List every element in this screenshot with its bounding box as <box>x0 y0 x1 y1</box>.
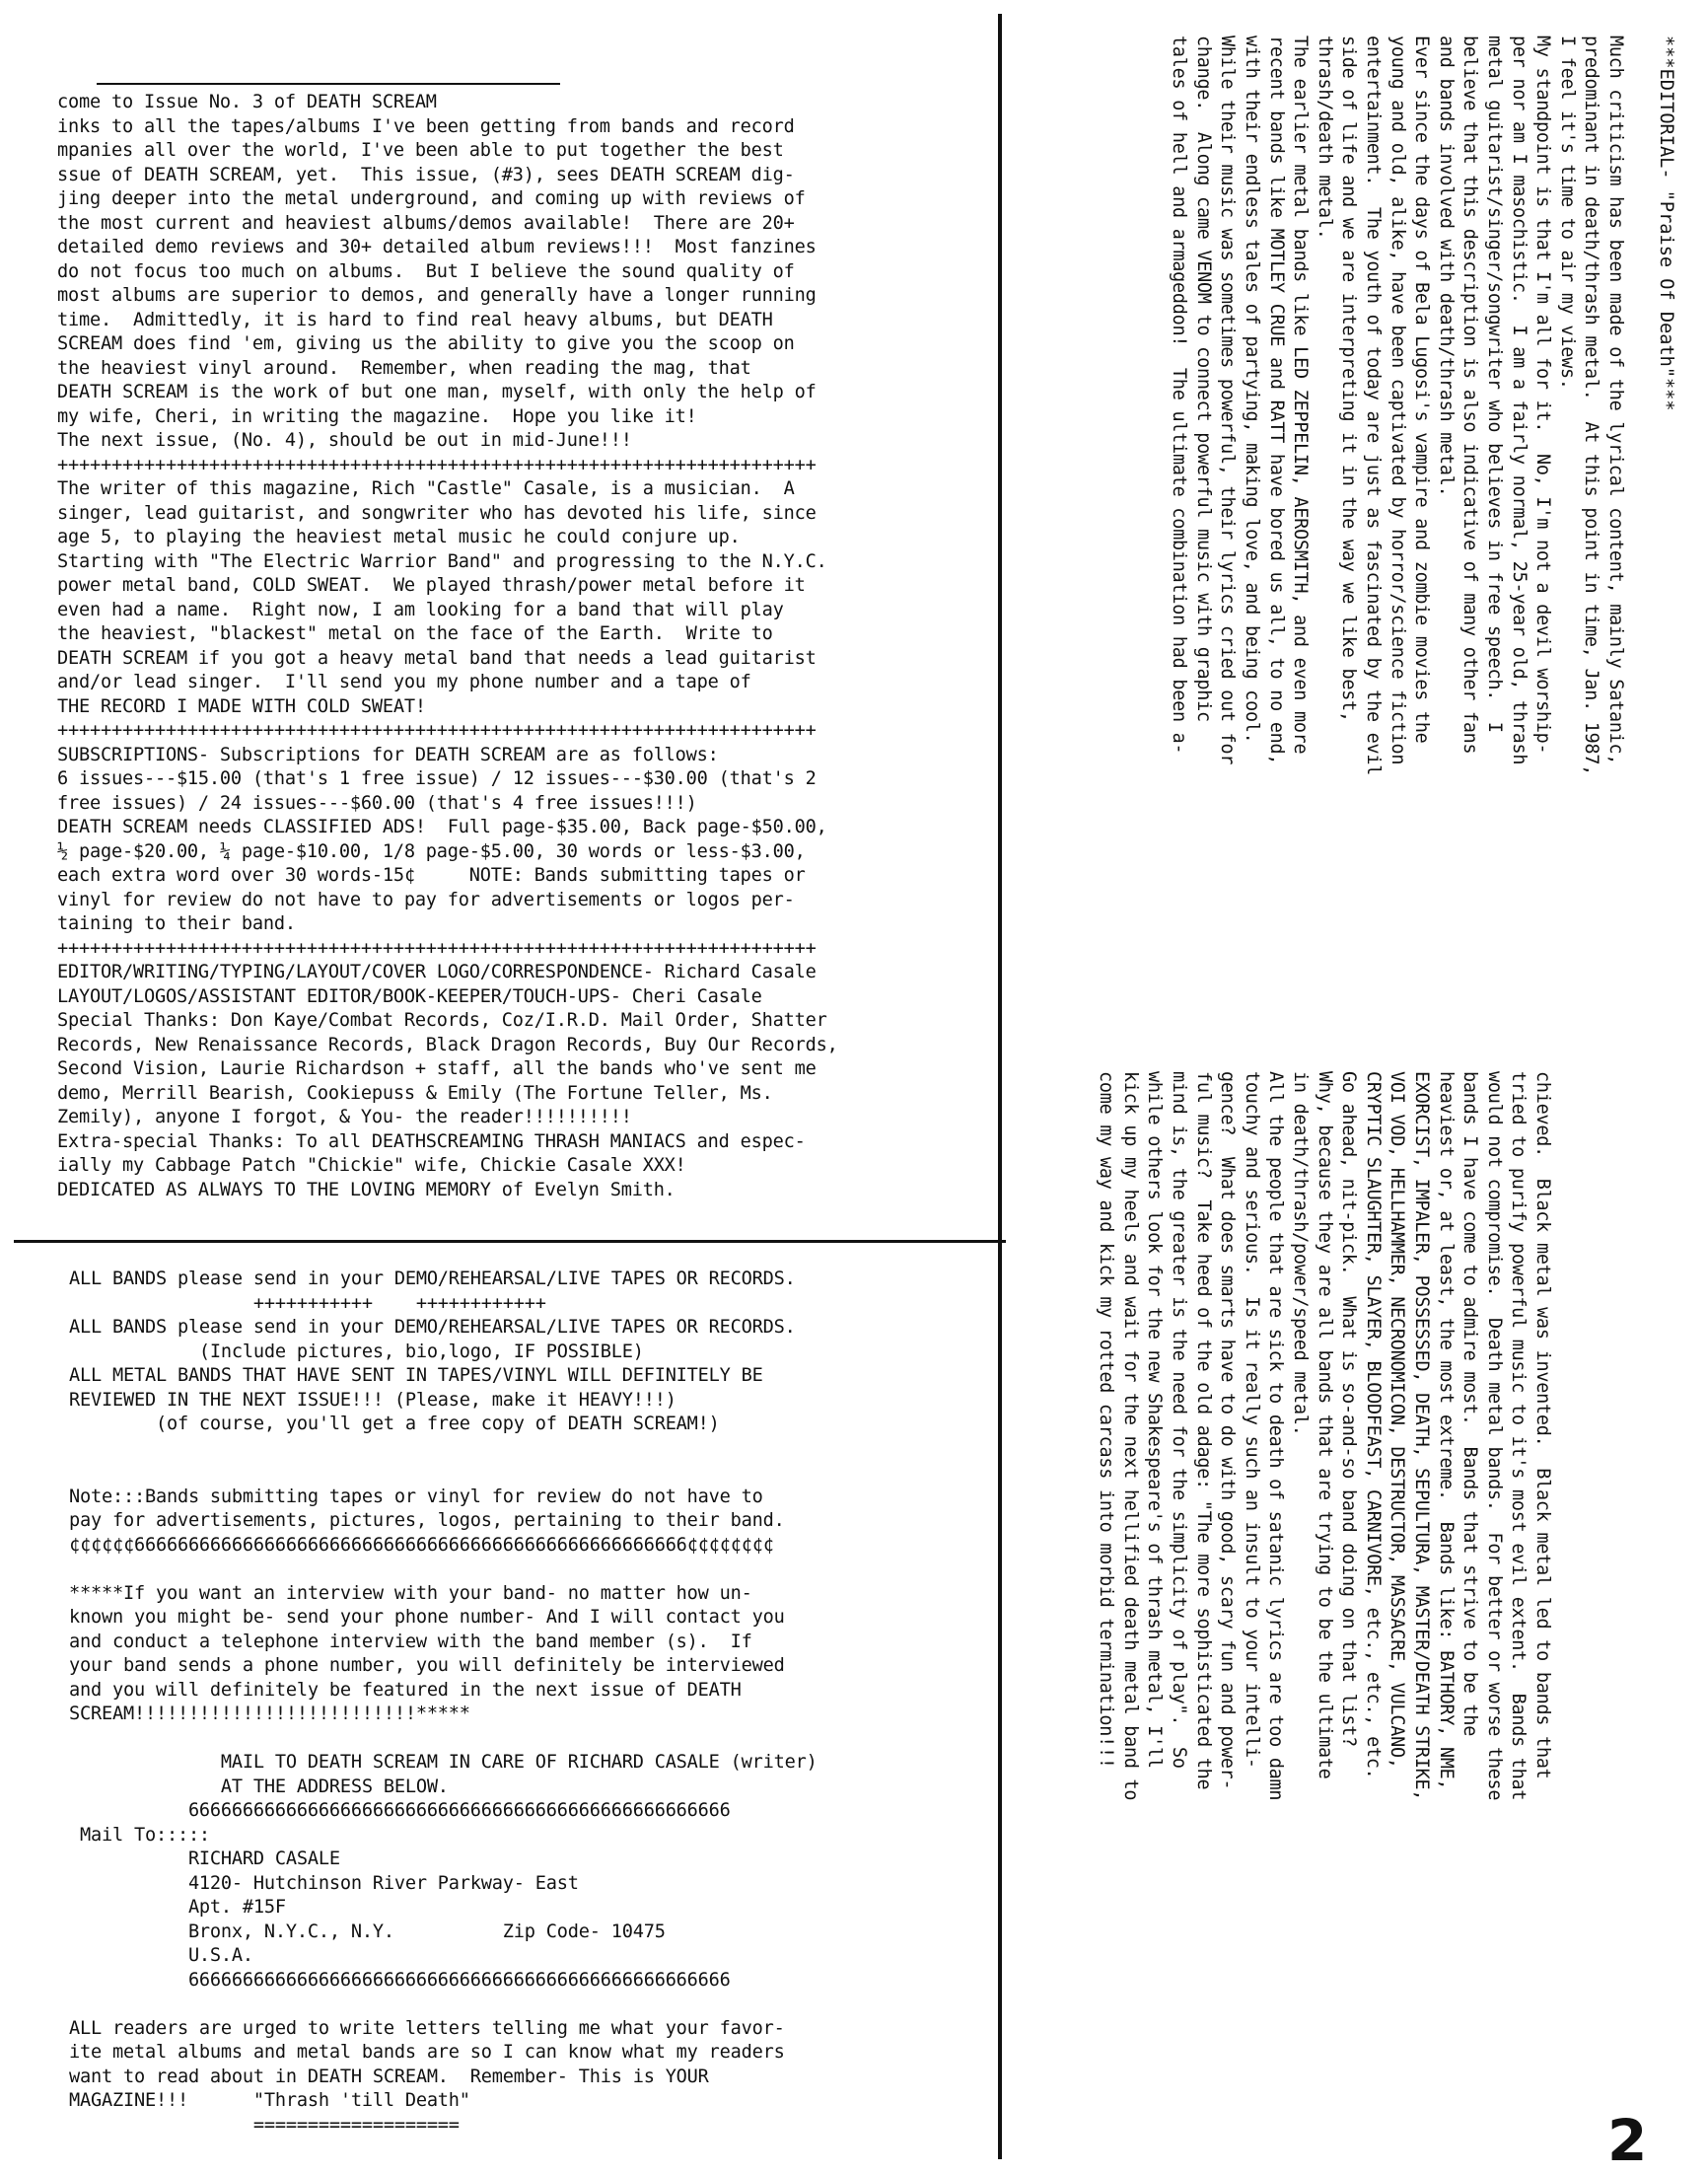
section-divider <box>14 1240 1006 1243</box>
editorial-title: ***EDITORIAL- "Praise Of Death"*** <box>1656 36 1676 411</box>
text-line: and you will definitely be featured in the next issue of DEATH <box>69 1679 742 1701</box>
text-line: SUBSCRIPTIONS- Subscriptions for DEATH SCREAM are as follows: <box>57 744 719 765</box>
text-line: ite metal albums and metal bands are so I can know what my readers <box>69 2042 785 2063</box>
editorial-line: thrash/death metal. <box>1314 36 1335 240</box>
text-line: want to read about in DEATH SCREAM. Remember- This is YOUR <box>69 2066 709 2087</box>
editorial-line: I feel it's time to air my views. <box>1556 36 1578 390</box>
text-line: MAIL TO DEATH SCREAM IN CARE OF RICHARD CASALE (writer) <box>69 1752 818 1773</box>
text-line: (Include pictures, bio,logo, IF POSSIBLE) <box>69 1341 644 1362</box>
text-line: inks to all the tapes/albums I've been getting from bands and record <box>57 115 795 137</box>
editorial-line: VOI VOD, HELLHAMMER, NECRONOMICON, DESTRUCTOR, MASSACRE, VULCANO, <box>1387 1071 1408 1769</box>
editorial-part1 <box>1167 36 1627 775</box>
editorial-line: predominant in death/thrash metal. At this point in time, Jan. 1987, <box>1581 36 1602 776</box>
editorial-line: tales of hell and armageddon! The ultimate combination had been a- <box>1169 36 1190 755</box>
text-line: the heaviest vinyl around. Remember, when reading the mag, that <box>57 357 751 379</box>
text-line: DEATH SCREAM is the work of but one man, myself, with only the help of <box>57 382 817 402</box>
text-line: and conduct a telephone interview with the band member (s). If <box>69 1631 752 1652</box>
text-line: DEATH SCREAM needs CLASSIFIED ADS! Full page-$35.00, Back page-$50.00, <box>57 817 827 837</box>
text-line: RICHARD CASALE <box>69 1849 340 1869</box>
text-line: SCREAM does find 'em, giving us the ability to give you the scoop on <box>57 333 795 354</box>
text-line: ALL readers are urged to write letters telling me what your favor- <box>69 2017 785 2039</box>
text-line: 4120- Hutchinson River Parkway- East <box>69 1872 579 1894</box>
editorial-line: side of life and we are interpreting it in the way we like best, <box>1338 36 1360 722</box>
text-line: AT THE ADDRESS BELOW. <box>69 1776 449 1797</box>
page-number: 2 <box>1607 2107 1648 2174</box>
text-line: 66666666666666666666666666666666666666666666666666 <box>69 1800 731 1821</box>
text-line: taining to their band. <box>57 913 296 934</box>
text-line: power metal band, COLD SWEAT. We played thrash/power metal before it <box>57 575 806 596</box>
text-line: the heaviest, "blackest" metal on the face of the Earth. Write to <box>57 623 773 644</box>
text-line: (of course, you'll get a free copy of DEATH SCREAM!) <box>69 1414 720 1434</box>
editorial-line: EXORCIST, IMPALER, POSSESSED, DEATH, SEPULTURA, MASTER/DEATH STRIKE, <box>1411 1071 1433 1801</box>
text-line: SCREAM!!!!!!!!!!!!!!!!!!!!!!!!!!***** <box>69 1704 470 1724</box>
text-line: U.S.A. <box>69 1945 253 1966</box>
text-line: jing deeper into the metal underground, and coming up with reviews of <box>57 188 806 209</box>
text-line: vinyl for review do not have to pay for advertisements or logos per- <box>57 889 795 910</box>
text-line: age 5, to playing the heaviest metal music he could conjure up. <box>57 527 741 547</box>
text-line: 66666666666666666666666666666666666666666666666666 <box>69 1969 731 1991</box>
text-line: even had a name. Right now, I am looking for a band that will play <box>57 599 784 620</box>
text-line: ially my Cabbage Patch "Chickie" wife, Chickie Casale XXX! <box>57 1155 686 1176</box>
text-line: ALL BANDS please send in your DEMO/REHEARSAL/LIVE TAPES OR RECORDS. <box>69 1269 796 1289</box>
text-line: do not focus too much on albums. But I believe the sound quality of <box>57 260 795 282</box>
text-line: your band sends a phone number, you will definitely be interviewed <box>69 1655 785 1676</box>
text-line: ALL METAL BANDS THAT HAVE SENT IN TAPES/VINYL WILL DEFINITELY BE <box>69 1365 763 1386</box>
text-line <box>69 1727 957 1752</box>
editorial-line: My standpoint is that I'm all for it. No, I'm not a devil worship- <box>1532 36 1554 755</box>
editorial-line: CRYPTIC SLAUGHTER, SLAYER, BLOODFEAST, CARNIVORE, etc., etc., etc. <box>1362 1071 1384 1779</box>
editorial-line: recent bands like MOTLEY CRUE and RATT have bored us all, to no end, <box>1265 36 1287 765</box>
text-line: Second Vision, Laurie Richardson + staff, all the bands who've sent me <box>57 1058 817 1079</box>
text-line: THE RECORD I MADE WITH COLD SWEAT! <box>57 695 426 717</box>
text-line: demo, Merrill Bearish, Cookiepuss & Emily (The Fortune Teller, Ms. <box>57 1082 773 1104</box>
editorial-line: chieved. Black metal was invented. Black metal led to bands that <box>1532 1071 1553 1779</box>
editorial-line: Much criticism has been made of the lyrical content, mainly Satanic, <box>1605 36 1626 765</box>
text-line: Special Thanks: Don Kaye/Combat Records, Coz/I.R.D. Mail Order, Shatter <box>57 1010 827 1031</box>
editorial-line: mind is, the greater is the need for the simplicity of play". So <box>1169 1071 1190 1769</box>
intro-column <box>57 91 1004 1202</box>
editorial-line: per nor am I masochistic. I am a fairly normal, 25-year old, thrash <box>1508 36 1530 765</box>
text-line: Zemily), anyone I forgot, & You- the reader!!!!!!!!!! <box>57 1107 632 1127</box>
column-divider <box>998 14 1002 2159</box>
text-line <box>69 1558 957 1582</box>
editorial-line: believe that this description is also indicative of many other fans <box>1459 36 1481 755</box>
text-line: time. Admittedly, it is hard to find real heavy albums, but DEATH <box>57 309 773 330</box>
text-line: REVIEWED IN THE NEXT ISSUE!!! (Please, make it HEAVY!!!) <box>69 1389 676 1411</box>
text-line: ++++++++++++++++++++++++++++++++++++++++++++++++++++++++++++++++++++++ <box>57 454 817 475</box>
editorial-line: ful music? Take heed of the old adage: "The more sophisticated the <box>1192 1071 1214 1790</box>
text-line: =================== <box>69 2114 460 2136</box>
editorial-line: kick up my heels and wait for the next hellified death metal band to <box>1119 1071 1141 1801</box>
editorial-line: gence? What does smarts have to do with good, scary fun and power- <box>1217 1071 1239 1790</box>
text-line: DEDICATED AS ALWAYS TO THE LOVING MEMORY of Evelyn Smith. <box>57 1179 676 1200</box>
editorial-line: metal guitarist/singer/songwriter who believes in free speech. I <box>1484 36 1506 733</box>
text-line: pay for advertisements, pictures, logos, pertaining to their band. <box>69 1510 785 1531</box>
editorial-line: change. Along came VENOM to connect powerful music with graphic <box>1192 36 1214 722</box>
text-line: Apt. #15F <box>69 1897 286 1918</box>
editorial-line: While their music was sometimes powerful, their lyrics cried out for <box>1217 36 1239 765</box>
editorial-line: come my way and kick my rotted carcass into morbid termination!!! <box>1096 1071 1117 1769</box>
text-line: Extra-special Thanks: To all DEATHSCREAMING THRASH MANIACS and espec- <box>57 1130 806 1152</box>
text-line: my wife, Cheri, in writing the magazine. Hope you like it! <box>57 405 697 427</box>
text-line: and/or lead singer. I'll send you my phone number and a tape of <box>57 672 751 692</box>
text-line: MAGAZINE!!! "Thrash 'till Death" <box>69 2090 470 2111</box>
text-line: Starting with "The Electric Warrior Band" and progressing to the N.Y.C. <box>57 550 827 572</box>
editorial-line: and bands involved with death/thrash metal. <box>1435 36 1457 497</box>
text-line: detailed demo reviews and 30+ detailed album reviews!!! Most fanzines <box>57 237 817 257</box>
text-line: ¢¢¢¢¢¢666666666666666666666666666666666666666666666666666¢¢¢¢¢¢¢¢ <box>69 1534 774 1556</box>
text-line: DEATH SCREAM if you got a heavy metal band that needs a lead guitarist <box>57 647 817 669</box>
text-line: *****If you want an interview with your band- no matter how un- <box>69 1582 752 1604</box>
text-line: 6 issues---$15.00 (that's 1 free issue) / 12 issues---$30.00 (that's 2 <box>57 768 817 789</box>
editorial-line: with their endless tales of partying, making love, and being cool. <box>1242 36 1263 744</box>
text-line: ½ page-$20.00, ¼ page-$10.00, 1/8 page-$5.00, 30 words or less-$3.00, <box>57 840 806 862</box>
text-line: EDITOR/WRITING/TYPING/LAYOUT/COVER LOGO/CORRESPONDENCE- Richard Casale <box>57 962 817 982</box>
text-line: ++++++++++++++++++++++++++++++++++++++++++++++++++++++++++++++++++++++ <box>57 720 817 741</box>
text-line: ALL BANDS please send in your DEMO/REHEARSAL/LIVE TAPES OR RECORDS. <box>69 1317 796 1338</box>
editorial-line: Go ahead, nit-pick. What is so-and-so band doing on that list? <box>1338 1071 1360 1747</box>
text-line: LAYOUT/LOGOS/ASSISTANT EDITOR/BOOK-KEEPER/TOUCH-UPS- Cheri Casale <box>57 985 762 1007</box>
title-rule <box>97 83 560 85</box>
text-line: free issues) / 24 issues---$60.00 (that's 4 free issues!!!) <box>57 792 697 814</box>
bands-notice-column <box>69 1268 957 2138</box>
text-line: most albums are superior to demos, and generally have a longer running <box>57 285 817 306</box>
text-line: ++++++++++++++++++++++++++++++++++++++++++++++++++++++++++++++++++++++ <box>57 937 817 959</box>
text-line: Note:::Bands submitting tapes or vinyl for review do not have to <box>69 1486 763 1507</box>
editorial-line: young and old, alike, have been captivated by horror/science fiction <box>1387 36 1408 765</box>
text-line <box>69 1437 957 1462</box>
text-line <box>69 1993 957 2017</box>
text-line: The next issue, (No. 4), should be out in mid-June!!! <box>57 430 632 451</box>
editorial-line: Ever since the days of Bela Lugosi's vampire and zombie movies the <box>1411 36 1433 744</box>
text-line: Mail To::::: <box>69 1824 210 1846</box>
text-line: singer, lead guitarist, and songwriter who has devoted his life, since <box>57 502 817 524</box>
editorial-rotated <box>1045 36 1676 2107</box>
text-line: the most current and heaviest albums/demos available! There are 20+ <box>57 212 795 234</box>
editorial-line: tried to purify powerful music to it's most evil extent. Bands that <box>1508 1071 1530 1801</box>
editorial-line: All the people that are sick to death of satanic lyrics are too damn <box>1265 1071 1287 1801</box>
text-line: Bronx, N.Y.C., N.Y. Zip Code- 10475 <box>69 1921 666 1942</box>
text-line: mpanies all over the world, I've been able to put together the best <box>57 140 784 161</box>
text-line: come to Issue No. 3 of DEATH SCREAM <box>57 92 437 112</box>
editorial-line: The earlier metal bands like LED ZEPPELIN, AEROSMITH, and even more <box>1290 36 1312 755</box>
text-line <box>69 1461 957 1486</box>
editorial-line: heaviest or, at least, the most extreme. Bands like: BATHORY, NME, <box>1435 1071 1457 1790</box>
text-line: known you might be- send your phone number- And I will contact you <box>69 1607 785 1628</box>
editorial-line: in death/thrash/power/speed metal. <box>1290 1071 1312 1436</box>
editorial-line: would not compromise. Death metal bands. For better or worse these <box>1483 1071 1505 1801</box>
editorial-line: Why, because they are all bands that are trying to be the ultimate <box>1314 1071 1335 1779</box>
editorial-line: bands I have come to admire most. Bands that strive to be the <box>1459 1071 1481 1737</box>
editorial-line: entertainment. The youth of today are just as fascinated by the evil <box>1363 36 1385 776</box>
text-line: The writer of this magazine, Rich "Castle" Casale, is a musician. A <box>57 478 795 499</box>
text-line: Records, New Renaissance Records, Black Dragon Records, Buy Our Records, <box>57 1034 838 1055</box>
text-line: each extra word over 30 words-15¢ NOTE: Bands submitting tapes or <box>57 865 806 886</box>
text-line: ssue of DEATH SCREAM, yet. This issue, (#3), sees DEATH SCREAM dig- <box>57 164 795 185</box>
text-line: +++++++++++ ++++++++++++ <box>69 1292 546 1314</box>
editorial-line: touchy and serious. Is it really such an insult to your intelli- <box>1241 1071 1262 1769</box>
editorial-part2 <box>1094 1071 1554 1800</box>
editorial-line: while others look for the new Shakespeare's of thrash metal, I'll <box>1144 1071 1166 1769</box>
